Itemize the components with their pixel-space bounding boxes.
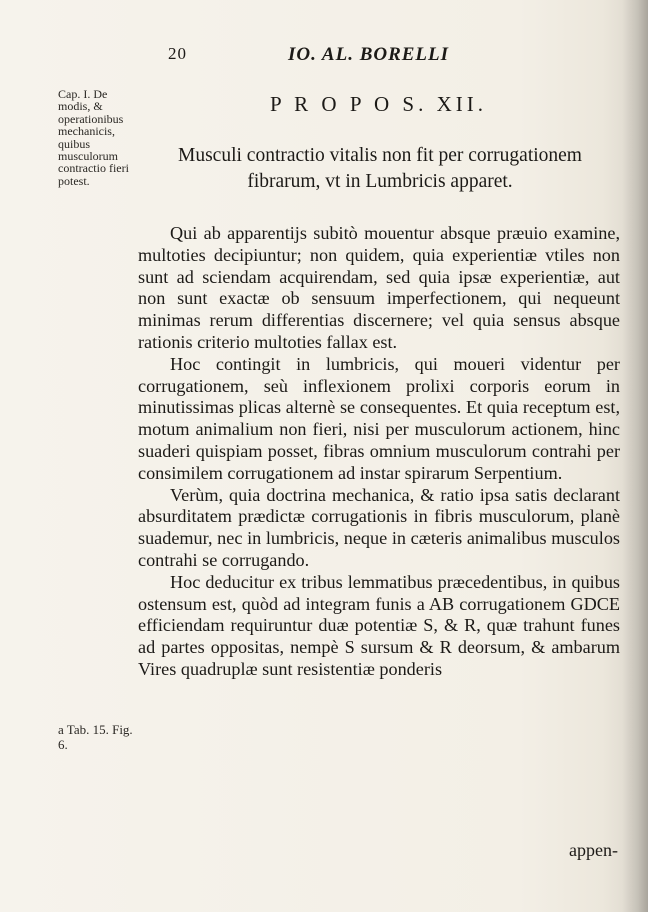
marginal-note-figure: a Tab. 15. Fig. 6. <box>58 722 133 752</box>
gutter-shadow <box>622 0 648 912</box>
paragraph-4: Hoc deducitur ex tribus lemmatibus præcedentibus, in quibus ostensum est, quòd ad integram funis a AB corrugationem GDCE efficiendam requiruntur duæ potentiæ S, & R, quæ trahunt funes ad partes oppositas, nempè S sursum & R deorsum, & ambarum Vires quadruplæ sunt resistentiæ ponderis <box>138 571 620 679</box>
running-head <box>168 44 498 74</box>
proposition-enunciation: Musculi contractio vitalis non fit per corrugationem fibrarum, vt in Lumbricis apparet. <box>178 145 582 192</box>
body-text <box>138 223 620 681</box>
paragraph-1: Qui ab apparentijs subitò mouentur absque præuio examine, multoties decipiuntur; non quidem, quia experientiæ vtiles non sunt ad sciendam acquirendam, sed quia ipsæ experientiæ, aut non sunt exactæ ob sensuum imperfectionem, qui nequeunt minimas rerum differentias discernere; vel quia sensus absque rationis criterio multoties fallax est. <box>138 223 620 352</box>
running-head-author: IO. AL. BORELLI <box>288 44 450 65</box>
proposition-title: P R O P O S. XII. <box>270 92 487 116</box>
page-number: 20 <box>168 44 187 63</box>
paragraph-2: Hoc contingit in lumbricis, qui moueri videntur per corrugationem, seù inflexionem prolixi corporis eorum in minutissimas plicas alternè se consequentes. Et quia receptum est, motum animalium non fieri, nisi per musculorum actionem, hinc suaderi quispiam posset, fibras omnium musculorum contrahi per consimilem corrugationem ad instar spirarum Serpentium. <box>138 353 620 483</box>
marginal-note-chapter: Cap. I. De modis, & operationibus mechanicis, quibus musculorum contractio fieri potest. <box>58 87 129 188</box>
paragraph-3: Verùm, quia doctrina mechanica, & ratio ipsa satis declarant absurditatem prædictæ corrugationis in fibris musculorum, planè suademur, nec in lumbricis, neque in cæteris animalibus musculos contrahi se corrugando. <box>138 484 620 570</box>
catchword: appen- <box>569 840 618 860</box>
